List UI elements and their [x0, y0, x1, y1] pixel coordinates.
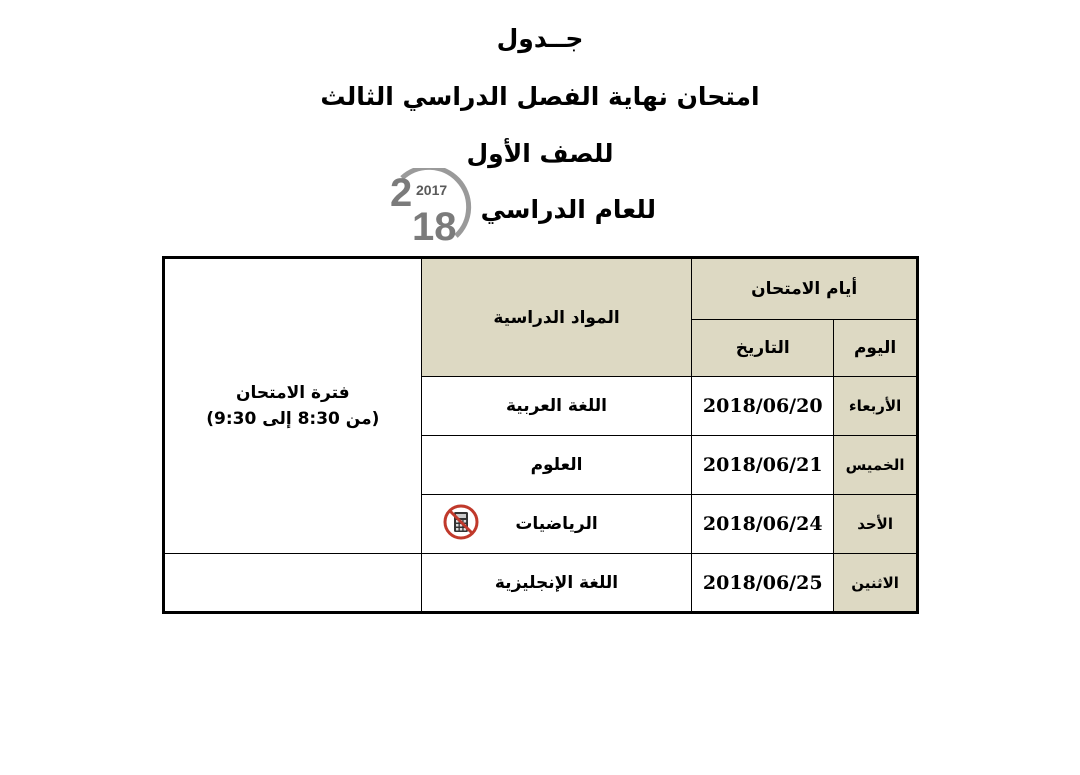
year-logo-small: 2017: [416, 182, 448, 198]
exam-period-label: فترة الامتحان: [235, 382, 350, 403]
row-subject: [421, 495, 692, 554]
row-date: 2018/06/21: [692, 436, 834, 495]
title-line-1: جــدول: [496, 24, 584, 53]
header-date: التاريخ: [692, 320, 834, 377]
exam-schedule-table: [162, 256, 919, 614]
header-subjects: المواد الدراسية: [421, 258, 692, 377]
row-date: 2018/06/25: [692, 554, 834, 613]
title-line-2: امتحان نهاية الفصل الدراسي الثالث: [320, 82, 760, 111]
row-day: الاثنين: [834, 554, 918, 613]
row-date: 2018/06/24: [692, 495, 834, 554]
year-logo-big-bottom: 18: [412, 205, 457, 244]
row-subject-label: الرياضيات: [515, 514, 598, 534]
row-day: الخميس: [834, 436, 918, 495]
row-subject: اللغة الإنجليزية: [421, 554, 692, 613]
title-line-4: للعام الدراسي: [480, 195, 656, 224]
row-subject: العلوم: [421, 436, 692, 495]
year-logo: [384, 168, 474, 244]
no-calculator-icon: [442, 503, 480, 541]
header-exam-days: أيام الامتحان: [692, 258, 918, 320]
table-row: [164, 554, 918, 613]
title-line-3: للصف الأول: [466, 139, 614, 168]
row-day: الأربعاء: [834, 377, 918, 436]
exam-period-cell: [164, 258, 422, 554]
exam-period-time: (من 8:30 إلى 9:30): [206, 409, 380, 429]
year-logo-big-top: 2: [390, 171, 413, 215]
table-header-row: [164, 258, 918, 320]
row-subject: اللغة العربية: [421, 377, 692, 436]
row-date: 2018/06/20: [692, 377, 834, 436]
row-day: الأحد: [834, 495, 918, 554]
header-day: اليوم: [834, 320, 918, 377]
